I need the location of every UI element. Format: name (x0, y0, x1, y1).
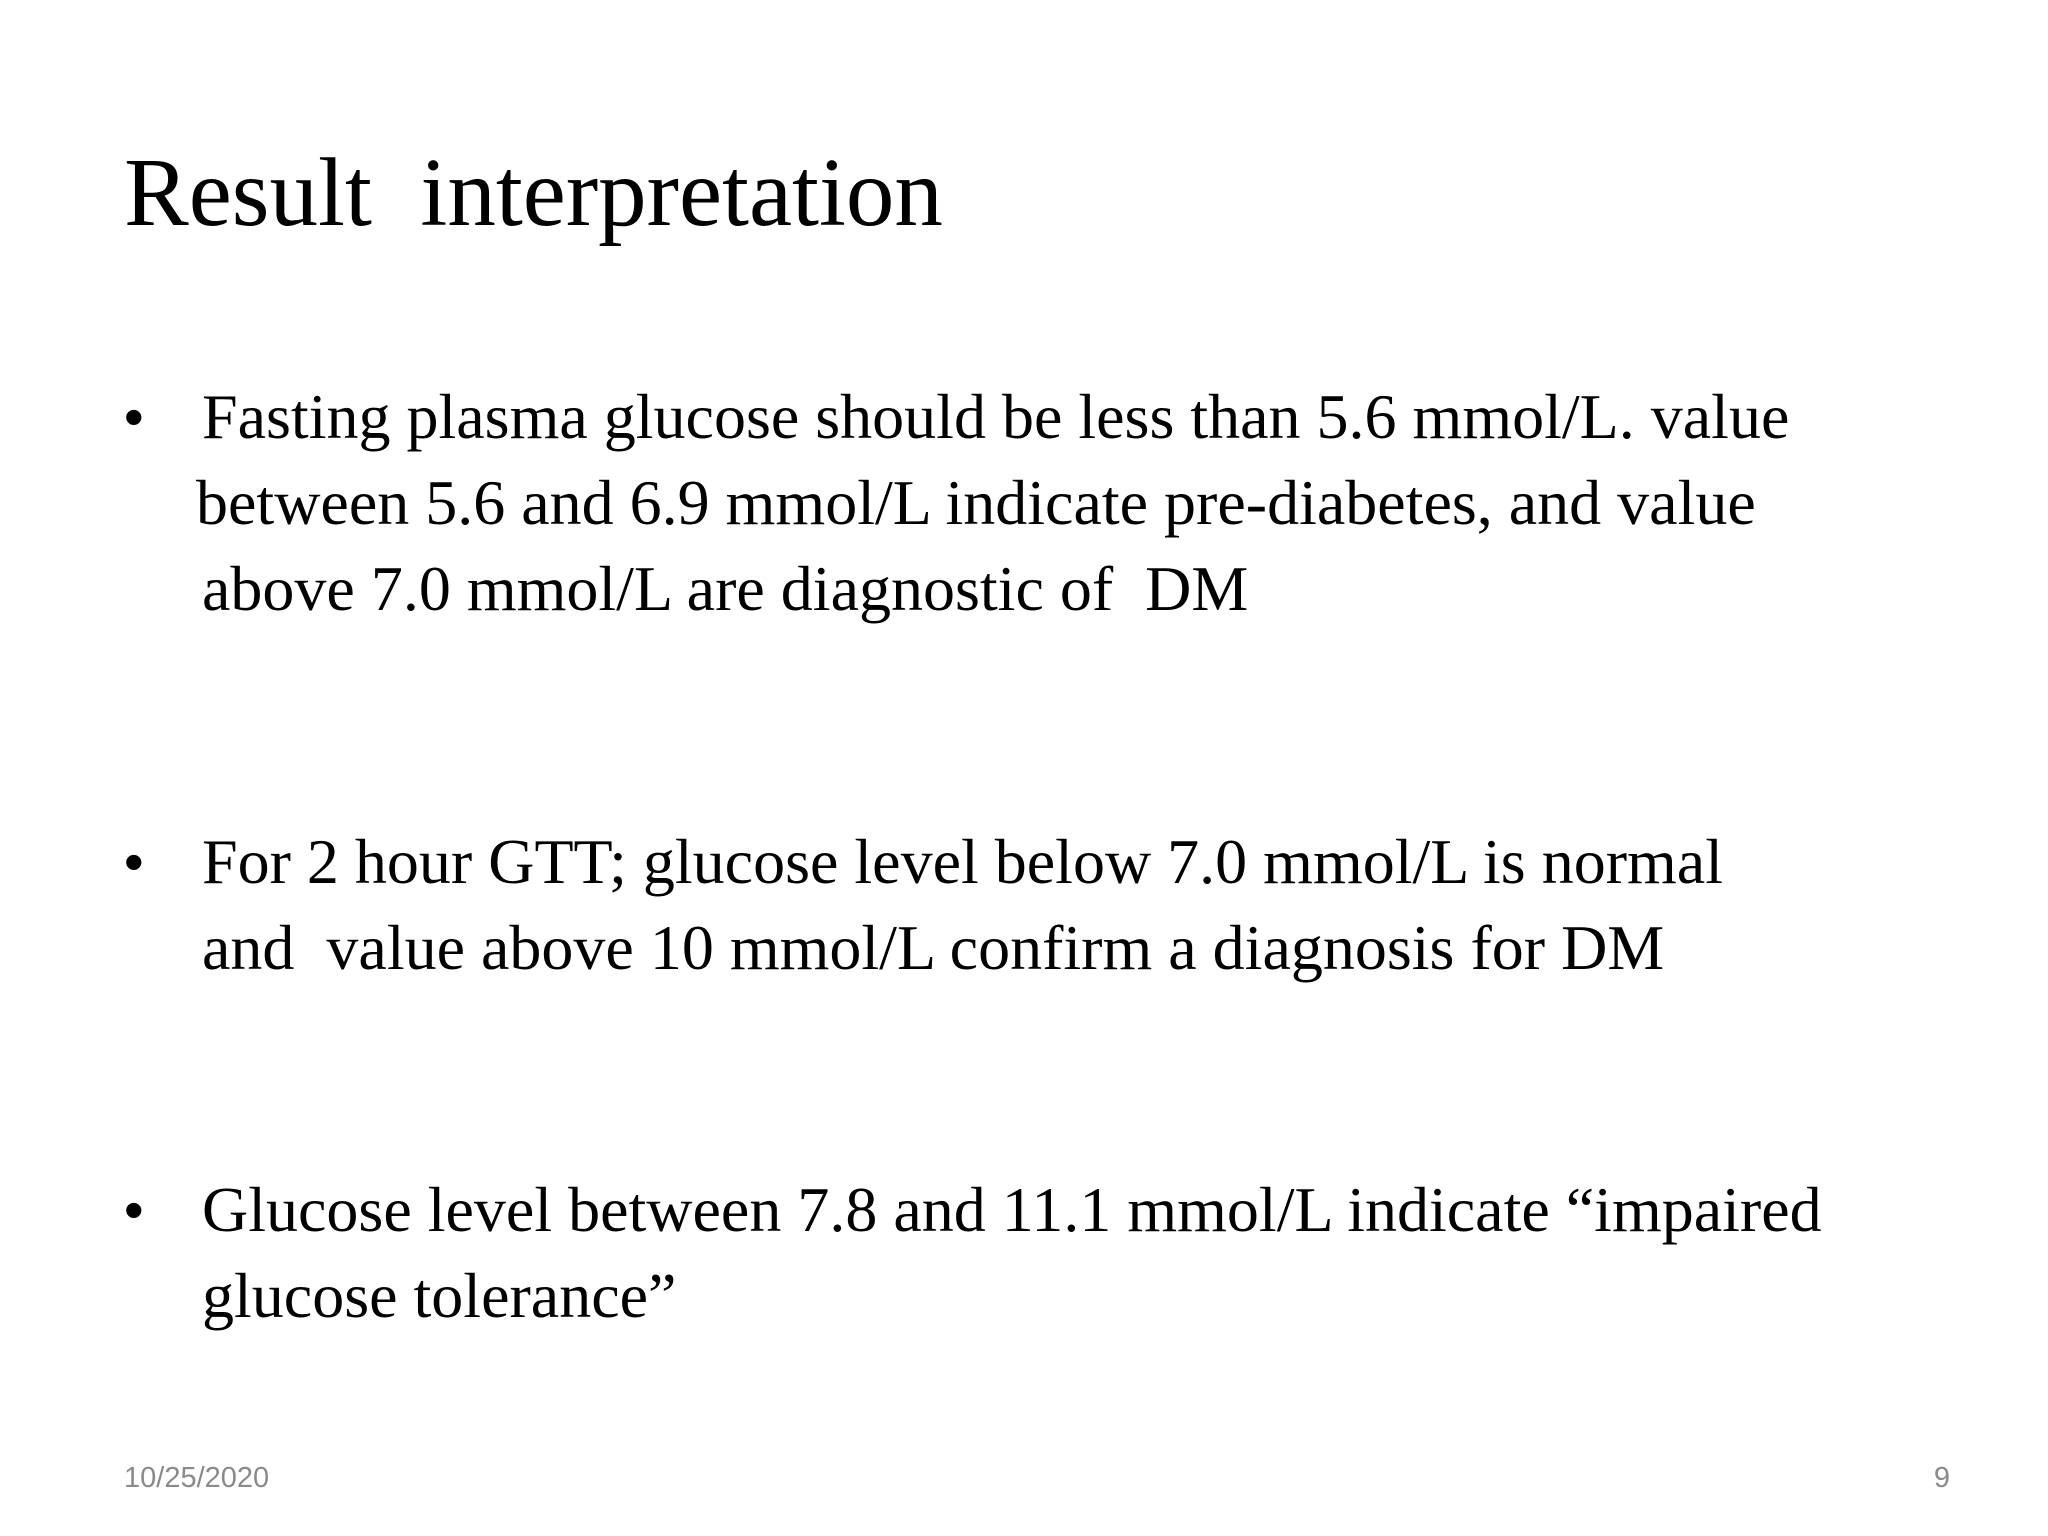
bullet-text (196, 374, 2002, 632)
bullet-line: between 5.6 and 6.9 mmol/L indicate pre-diabetes, and value (196, 467, 1756, 538)
bullet-marker: • (124, 385, 144, 448)
bullet-marker: • (124, 1178, 144, 1241)
bullet-text (202, 1167, 2002, 1339)
bullet-line: glucose tolerance” (202, 1260, 677, 1331)
bullet-line: Glucose level between 7.8 and 11.1 mmol/L indicate “impaired (202, 1174, 1822, 1245)
slide-title: Result interpretation (124, 139, 943, 246)
footer-page-number: 9 (1933, 1462, 1950, 1494)
bullet-marker: • (124, 830, 144, 893)
bullet-line: and value above 10 mmol/L confirm a diagnosis for DM (202, 912, 1665, 983)
footer-date: 10/25/2020 (124, 1462, 270, 1494)
bullet-line: For 2 hour GTT; glucose level below 7.0 mmol/L is normal (202, 826, 1723, 897)
bullet-line: Fasting plasma glucose should be less than 5.6 mmol/L. value (202, 381, 1790, 452)
bullet-text (202, 819, 2002, 991)
bullet-line: above 7.0 mmol/L are diagnostic of DM (202, 553, 1249, 624)
